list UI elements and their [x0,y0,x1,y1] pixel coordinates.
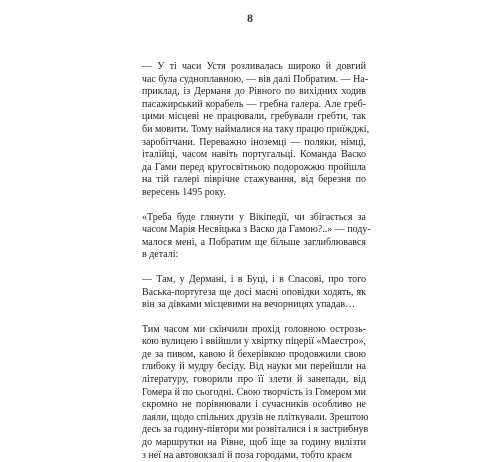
text-line: на тій галері піврічне стажування, від березня по [142,174,366,186]
text-line: Гомера й по сьогодні. Свою творчість із Гомером ми [142,386,366,398]
text-line: де за пивом, кавою й бехерівкою продовжили свою [142,348,366,360]
text-line: лаяли, щодо спільних друзів не пліткували. Зрештою [142,411,369,423]
text-line: з неї на автовокзалі й поза городами, тобто краєм [142,449,352,461]
text-line: італійці, часом навіть португальці. Команда Васко [142,149,366,161]
text-line: він за дівками місцевими на вечорницях упадав… [142,299,356,311]
text-line: цими місцеві не працювали, гребували гребти, так [142,111,366,123]
text-line: часом Марія Несвіцька з Васко да Гамою?..» — поду- [142,224,371,236]
paragraph-3 [142,274,366,312]
text-line: Тим часом ми скінчили прохід головною острозь- [142,323,366,335]
text-line: час була судноплавною, — вів далі Побратим. — На- [142,73,369,85]
body-text [142,61,371,462]
text-line: да Гами перед кругосвітньою подорожжю пройшла [142,161,366,173]
paragraph-1 [142,61,370,200]
text-line: Васька-португеза ще досі масні оповідки ходять, як [142,286,366,298]
text-line: приклад, із Дерманя до Рівного по вихідних ходив [142,86,366,98]
text-line: десь за годину-півтори ми розвіталися і я застрибнув [142,424,369,436]
text-line: глибоку й мудру бесіду. Від науки ми перейшли на [142,361,366,373]
text-line: заробітчани. Переважно іноземці — поляки, німці, [142,136,366,148]
text-line: би мовити. Тому наймалися на таку працю приїжджі, [142,123,370,135]
text-line: вересень 1495 року. [142,186,226,198]
page-number: 8 [247,11,253,25]
text-line: до маршрутки на Рівне, щоб іще за годину вилізти [142,437,366,449]
text-line: «Треба буде глянути у Вікіпедії, чи збігається за [142,211,366,223]
text-line: скромно не порівнювали і сучасників особливо не [142,399,366,411]
paragraph-2 [142,211,371,262]
paragraph-4 [142,323,369,462]
text-line: — Там, у Дермані, і в Буці, і в Спасові, про того [142,273,366,285]
text-line: кою вулицею і ввійшли у хвіртку піцерії «Маестро», [142,336,366,348]
text-line: пасажирський корабель — гребна галера. Але греб- [142,98,366,110]
text-line: літературу, говорили про її злети й занепади, від [142,374,366,386]
text-line: — У ті часи Устя розливалась широко й довгий [142,61,366,72]
text-line: малося мені, а Побратим ще більше заглиблювався [142,236,366,248]
text-line: в деталі: [142,249,179,261]
